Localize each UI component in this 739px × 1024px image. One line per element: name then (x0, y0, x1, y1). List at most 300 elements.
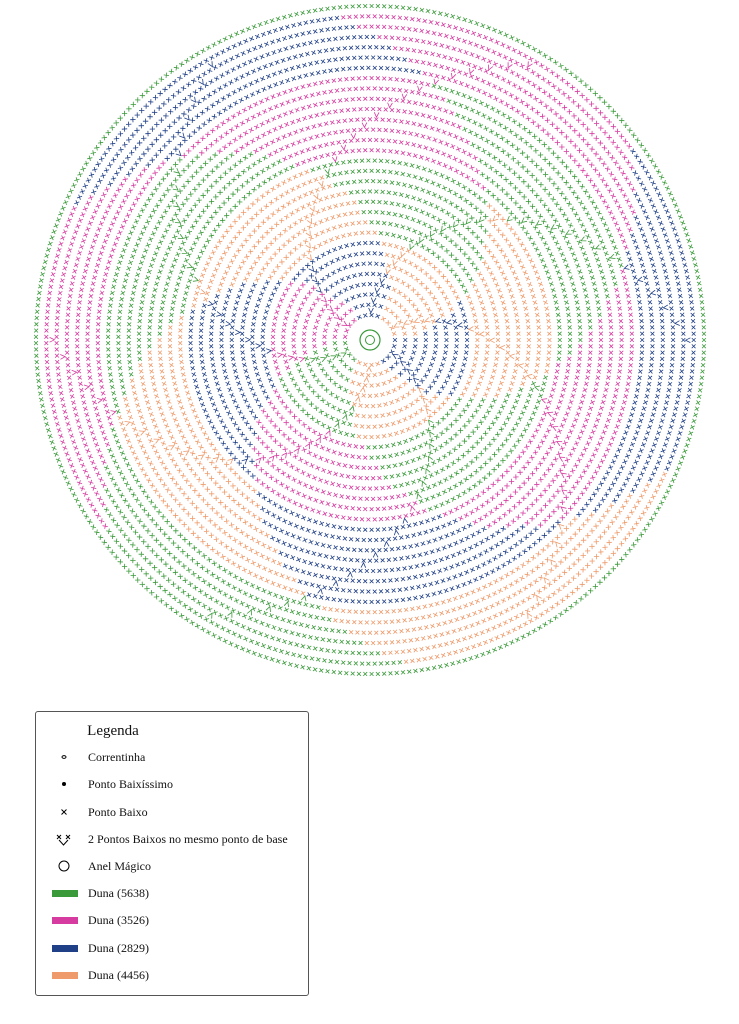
stitch-mark (424, 551, 429, 556)
increase-mark (403, 518, 408, 523)
stitch-mark (384, 620, 388, 624)
stitch-mark (610, 436, 615, 441)
stitch-mark (494, 169, 499, 174)
stitch-mark (420, 647, 424, 651)
stitch-mark (383, 402, 388, 407)
stitch-mark (578, 344, 582, 348)
stitch-mark (310, 463, 315, 468)
stitch-mark (284, 508, 289, 513)
stitch-mark (381, 316, 386, 321)
stitch-mark (96, 329, 100, 333)
stitch-mark (76, 419, 81, 424)
stitch-mark (359, 548, 363, 552)
stitch-mark (337, 267, 342, 272)
stitch-mark (200, 136, 205, 141)
increase-mark (426, 409, 431, 414)
stitch-mark (452, 46, 457, 51)
stitch-mark (360, 231, 364, 235)
stitch-mark (181, 372, 185, 376)
stitch-mark (549, 394, 554, 399)
stitch-mark (582, 251, 587, 256)
stitch-mark (305, 52, 310, 57)
stitch-mark (426, 368, 431, 373)
stitch-mark (389, 365, 394, 370)
stitch-mark (359, 128, 363, 132)
stitch-mark (466, 256, 471, 261)
stitch-mark (178, 223, 183, 228)
stitch-mark (282, 36, 287, 41)
stitch-mark (331, 405, 336, 410)
stitch-mark (301, 106, 306, 111)
stitch-mark (504, 437, 509, 442)
increase-mark (401, 251, 406, 256)
stitch-mark (566, 435, 571, 440)
stitch-mark (362, 538, 366, 542)
stitch-mark (533, 96, 538, 101)
stitch-mark (556, 405, 561, 410)
stitch-mark (162, 418, 167, 423)
stitch-mark (528, 236, 533, 241)
stitch-mark (550, 122, 555, 127)
stitch-mark (352, 568, 356, 572)
stitch-mark (553, 218, 558, 223)
stitch-mark (441, 76, 446, 81)
stitch-mark (655, 394, 660, 399)
stitch-mark (661, 413, 666, 418)
stitch-mark (542, 90, 547, 95)
stitch-mark (265, 190, 270, 195)
stitch-mark (271, 513, 276, 518)
stitch-mark (305, 263, 310, 268)
stitch-mark (343, 139, 347, 143)
stitch-mark (198, 396, 203, 401)
increase-mark (510, 354, 515, 359)
stitch-mark (367, 231, 371, 235)
stitch-mark (360, 610, 364, 614)
stitch-mark (107, 354, 111, 358)
stitch-mark (175, 229, 180, 234)
increase-mark (429, 420, 434, 425)
stitch-mark (439, 557, 444, 562)
stitch-mark (528, 439, 533, 444)
stitch-mark (483, 162, 488, 167)
stitch-mark (608, 210, 613, 215)
increase-mark (420, 237, 424, 242)
stitch-mark (300, 408, 305, 413)
stitch-mark (429, 528, 434, 533)
stitch-mark (262, 87, 267, 92)
stitch-mark (401, 151, 405, 155)
stitch-mark (252, 360, 256, 364)
stitch-mark (281, 495, 286, 500)
stitch-mark (234, 77, 239, 82)
stitch-mark (492, 119, 497, 124)
stitch-mark (319, 80, 323, 85)
stitch-mark (505, 393, 510, 398)
stitch-mark (504, 469, 509, 474)
stitch-mark (510, 605, 515, 610)
stitch-mark (597, 441, 602, 446)
stitch-mark (290, 187, 295, 192)
round-17 (178, 148, 561, 531)
stitch-mark (252, 431, 257, 436)
stitch-mark (569, 400, 574, 405)
stitch-mark (387, 630, 391, 634)
stitch-mark (275, 366, 280, 371)
stitch-mark (567, 566, 572, 571)
stitch-mark (309, 540, 314, 545)
stitch-mark (577, 458, 582, 463)
increase-mark (341, 145, 346, 150)
stitch-mark (533, 300, 538, 305)
stitch-mark (154, 282, 159, 287)
stitch-mark (368, 210, 372, 214)
stitch-mark (147, 406, 152, 411)
stitch-mark (80, 212, 85, 217)
stitch-mark (359, 35, 363, 39)
stitch-mark (571, 561, 576, 566)
stitch-mark (197, 477, 202, 482)
stitch-mark (88, 480, 93, 485)
increase-mark (348, 572, 353, 577)
stitch-mark (122, 142, 127, 147)
stitch-mark (259, 208, 264, 213)
increase-mark (360, 387, 365, 392)
increase-mark (454, 222, 459, 227)
stitch-mark (309, 307, 314, 312)
stitch-mark (343, 557, 347, 561)
stitch-mark (224, 229, 229, 234)
stitch-mark (520, 150, 525, 155)
stitch-mark (217, 564, 222, 569)
increase-mark (184, 115, 189, 120)
stitch-mark (438, 643, 443, 648)
stitch-mark (433, 350, 437, 355)
stitch-mark (279, 147, 284, 152)
stitch-mark (327, 110, 331, 114)
stitch-mark (132, 248, 137, 253)
stitch-mark (74, 413, 79, 418)
stitch-mark (585, 211, 590, 216)
stitch-mark (185, 213, 190, 218)
stitch-mark (241, 210, 246, 215)
stitch-mark (602, 245, 607, 250)
stitch-mark (600, 178, 605, 183)
stitch-mark (671, 351, 675, 355)
stitch-mark (660, 419, 665, 424)
stitch-mark (555, 535, 560, 540)
stitch-mark (245, 604, 250, 609)
stitch-mark (171, 375, 176, 379)
stitch-mark (516, 325, 520, 329)
increase-mark (519, 364, 524, 369)
stitch-mark (419, 595, 424, 600)
stitch-mark (192, 545, 197, 550)
stitch-mark (374, 45, 378, 49)
stitch-mark (233, 235, 238, 240)
stitch-mark (586, 306, 590, 310)
stitch-mark (451, 553, 456, 558)
stitch-mark (461, 267, 466, 272)
stitch-mark (129, 372, 133, 376)
stitch-mark (213, 465, 218, 470)
stitch-mark (126, 171, 131, 176)
stitch-mark (307, 426, 312, 431)
stitch-mark (579, 430, 584, 435)
stitch-mark (491, 421, 496, 426)
stitch-mark (365, 641, 369, 645)
stitch-mark (276, 183, 281, 188)
stitch-mark (213, 375, 218, 380)
stitch-mark (588, 217, 593, 222)
stitch-mark (211, 250, 216, 255)
stitch-mark (244, 421, 249, 426)
stitch-mark (257, 516, 262, 521)
stitch-mark (119, 421, 124, 426)
stitch-mark (618, 313, 622, 317)
stitch-mark (68, 382, 72, 386)
stitch-mark (480, 503, 485, 508)
stitch-mark (496, 566, 501, 571)
stitch-mark (256, 451, 261, 456)
stitch-mark (506, 325, 510, 329)
stitch-mark (557, 101, 562, 106)
stitch-mark (231, 561, 236, 566)
stitch-mark (357, 528, 361, 532)
stitch-mark (450, 144, 455, 149)
stitch-mark (638, 418, 643, 423)
stitch-mark (608, 313, 612, 317)
stitch-mark (532, 134, 537, 139)
stitch-mark (492, 398, 497, 403)
stitch-mark (388, 506, 392, 510)
stitch-mark (324, 122, 329, 126)
stitch-mark (461, 615, 466, 620)
stitch-mark (419, 81, 424, 86)
stitch-mark (271, 94, 276, 99)
stitch-mark (272, 50, 277, 55)
stitch-mark (205, 487, 210, 492)
stitch-mark (363, 435, 367, 439)
stitch-mark (444, 332, 448, 336)
stitch-mark (312, 530, 317, 535)
stitch-mark (415, 637, 419, 641)
stitch-mark (424, 234, 429, 239)
stitch-mark (520, 524, 525, 529)
stitch-mark (402, 545, 406, 549)
stitch-mark (481, 148, 486, 153)
increase-mark (418, 86, 423, 91)
stitch-mark (355, 211, 359, 215)
stitch-mark (517, 190, 522, 195)
stitch-mark (254, 463, 259, 468)
stitch-mark (288, 450, 293, 455)
stitch-mark (431, 517, 436, 522)
stitch-mark (182, 264, 187, 269)
stitch-mark (60, 397, 64, 401)
stitch-mark (560, 252, 565, 257)
stitch-mark (177, 189, 182, 194)
stitch-mark (453, 243, 458, 248)
increase-mark (500, 345, 505, 350)
stitch-mark (523, 405, 528, 410)
stitch-mark (401, 325, 406, 330)
stitch-mark (88, 221, 93, 226)
stitch-mark (546, 208, 551, 213)
stitch-mark (495, 319, 499, 323)
stitch-mark (156, 400, 161, 405)
stitch-mark (173, 528, 178, 533)
stitch-mark (193, 203, 198, 208)
stitch-mark (523, 428, 528, 433)
stitch-mark (327, 58, 331, 62)
stitch-mark (526, 199, 531, 204)
stitch-mark (89, 294, 93, 298)
stitch-mark (667, 288, 671, 292)
stitch-mark (96, 341, 100, 345)
stitch-mark (156, 165, 161, 170)
stitch-mark (382, 77, 386, 81)
stitch-mark (605, 166, 610, 171)
stitch-mark (474, 632, 479, 637)
stitch-mark (537, 351, 541, 355)
stitch-mark (362, 393, 366, 397)
stitch-mark (629, 357, 633, 361)
stitch-mark (363, 600, 367, 604)
stitch-mark (568, 325, 572, 329)
stitch-mark (463, 357, 468, 362)
stitch-mark (186, 593, 191, 598)
stitch-mark (656, 460, 661, 465)
stitch-mark (301, 160, 306, 165)
stitch-mark (273, 149, 278, 154)
stitch-mark (286, 474, 291, 479)
stitch-mark (316, 605, 321, 610)
stitch-mark (87, 363, 91, 367)
stitch-mark (382, 527, 386, 531)
stitch-mark (316, 510, 321, 515)
stitch-mark (613, 245, 618, 250)
stitch-mark (400, 225, 405, 230)
stitch-mark (418, 553, 423, 558)
stitch-mark (290, 609, 295, 614)
stitch-mark (179, 322, 183, 326)
stitch-mark (444, 588, 449, 593)
stitch-mark (590, 275, 595, 280)
stitch-mark (568, 169, 573, 174)
stitch-mark (325, 353, 330, 358)
stitch-mark (520, 411, 525, 416)
stitch-mark (633, 504, 638, 509)
stitch-mark (387, 558, 391, 562)
stitch-mark (542, 381, 547, 386)
stitch-mark (609, 338, 613, 342)
stitch-mark (202, 122, 207, 127)
stitch-mark (201, 497, 206, 502)
stitch-mark (466, 613, 471, 618)
stitch-mark (530, 502, 535, 507)
stitch-mark (581, 394, 586, 399)
stitch-mark (260, 621, 265, 626)
stitch-mark (534, 270, 539, 275)
stitch-mark (564, 300, 569, 304)
stitch-mark (120, 379, 124, 383)
stitch-mark (373, 231, 377, 235)
stitch-mark (396, 181, 400, 185)
stitch-mark (195, 155, 200, 160)
stitch-mark (141, 421, 146, 426)
stitch-mark (584, 418, 589, 423)
stitch-mark (376, 455, 380, 459)
stitch-mark (352, 56, 356, 60)
stitch-mark (432, 645, 437, 650)
stitch-mark (426, 247, 431, 252)
stitch-mark (163, 547, 168, 552)
stitch-mark (436, 53, 441, 58)
stitch-mark (422, 257, 427, 262)
stitch-mark (199, 347, 203, 351)
stitch-mark (486, 266, 491, 271)
stitch-mark (121, 476, 126, 481)
stitch-mark (384, 641, 388, 645)
stitch-mark (199, 341, 203, 345)
stitch-mark (613, 430, 618, 435)
stitch-mark (291, 599, 296, 604)
stitch-mark (449, 268, 454, 273)
stitch-mark (313, 156, 318, 161)
stitch-mark (178, 574, 183, 579)
stitch-mark (210, 351, 214, 355)
stitch-mark (584, 257, 589, 262)
stitch-mark (593, 288, 598, 293)
stitch-mark (351, 454, 355, 458)
stitch-mark (464, 570, 469, 575)
stitch-mark (279, 193, 284, 198)
stitch-mark (578, 474, 583, 479)
stitch-mark (503, 177, 508, 182)
stitch-mark (418, 144, 423, 149)
stitch-mark (382, 294, 387, 299)
stitch-mark (430, 549, 435, 554)
stitch-mark (536, 230, 541, 235)
stitch-mark (573, 418, 578, 423)
stitch-mark (532, 592, 537, 597)
stitch-mark (131, 385, 135, 390)
stitch-mark (377, 200, 381, 204)
stitch-mark (580, 452, 585, 457)
stitch-mark (645, 245, 650, 250)
stitch-mark (453, 418, 458, 423)
stitch-mark (352, 475, 356, 479)
stitch-mark (243, 131, 248, 136)
stitch-mark (485, 138, 490, 143)
stitch-mark (661, 448, 666, 453)
stitch-mark (315, 488, 320, 493)
stitch-mark (515, 109, 520, 114)
stitch-mark (577, 217, 582, 222)
stitch-mark (633, 275, 638, 280)
stitch-mark (277, 247, 282, 252)
stitch-mark (551, 166, 556, 171)
stitch-mark (308, 62, 313, 67)
stitch-mark (291, 235, 296, 240)
stitch-mark (449, 307, 454, 312)
stitch-mark (483, 313, 488, 318)
stitch-mark (444, 87, 449, 92)
stitch-mark (371, 56, 375, 60)
stitch-mark (648, 477, 653, 482)
stitch-mark (366, 373, 370, 377)
